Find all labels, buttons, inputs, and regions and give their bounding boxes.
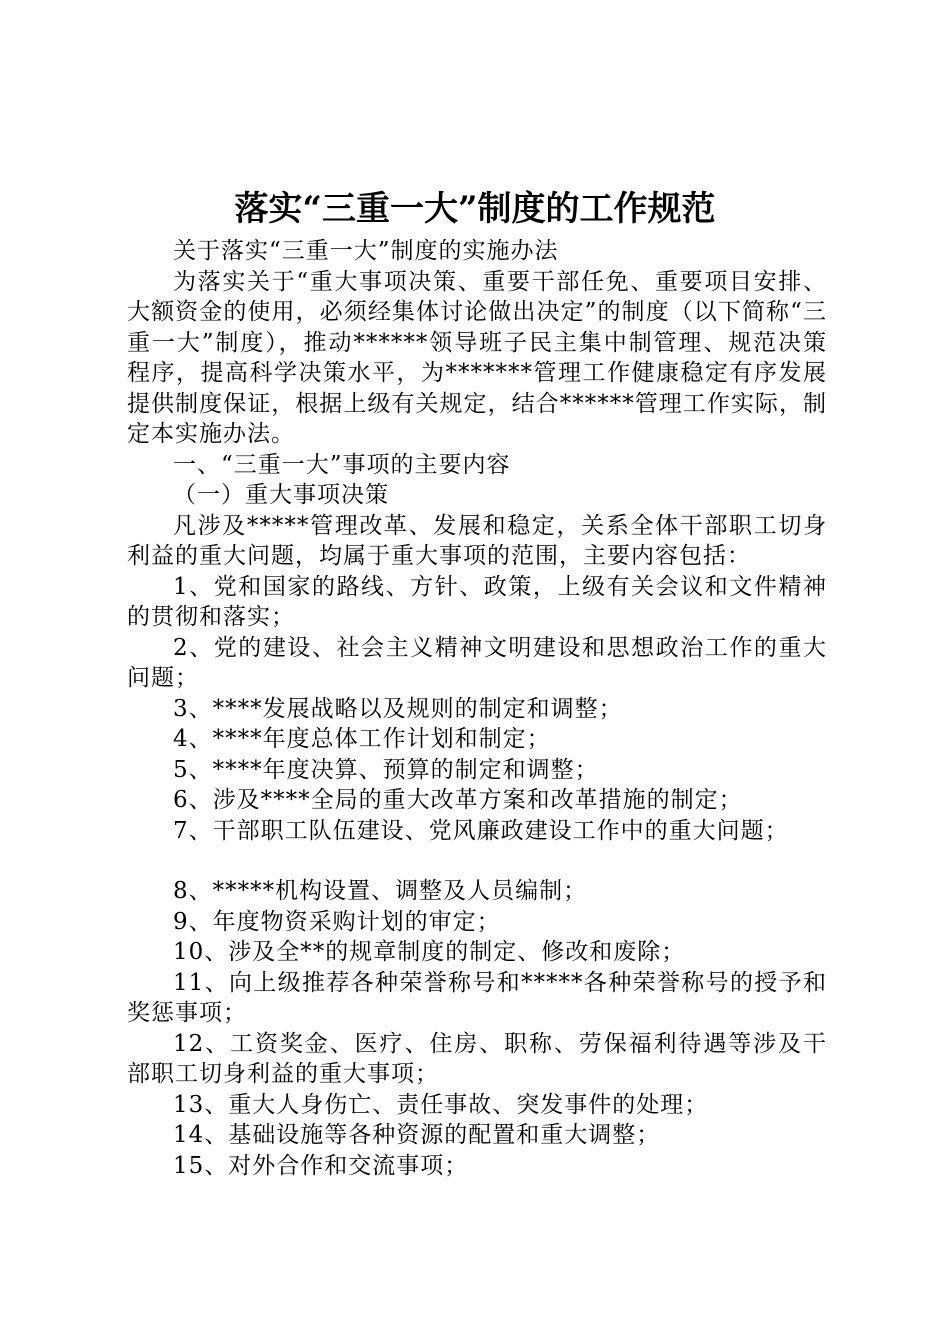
list-item-7: 7、干部职工队伍建设、党风廉政建设工作中的重大问题； [173, 817, 789, 844]
list-item-5: 5、****年度决算、预算的制定和调整； [173, 756, 599, 783]
paragraph-scope: 凡涉及*****管理改革、发展和稳定，关系全体干部职工切身利益的重大问题，均属于重大事项的范围，主要内容包括： [127, 512, 827, 569]
document-body [127, 236, 827, 1181]
subsection-heading-major-decisions: （一）重大事项决策 [173, 482, 389, 508]
list-item-1: 1、党和国家的路线、方针、政策，上级有关会议和文件精神的贯彻和落实； [127, 573, 827, 630]
list-item-6: 6、涉及****全局的重大改革方案和改革措施的制定； [173, 787, 743, 813]
list-item-8: 8、*****机构设置、调整及人员编制； [173, 878, 588, 904]
list-item-10: 10、涉及全**的规章制度的制定、修改和废除； [173, 939, 686, 965]
list-item-14: 14、基础设施等各种资源的配置和重大调整； [173, 1122, 661, 1148]
document-title: 落实“三重一大”制度的工作规范 [234, 189, 716, 229]
list-item-11: 11、向上级推荐各种荣誉称号和*****各种荣誉称号的授予和奖惩事项； [127, 969, 827, 1026]
list-item-2: 2、党的建设、社会主义精神文明建设和思想政治工作的重大问题； [127, 634, 827, 691]
list-item-12: 12、工资奖金、医疗、住房、职称、劳保福利待遇等涉及干部职工切身利益的重大事项； [127, 1030, 827, 1087]
list-item-9: 9、年度物资采购计划的审定； [173, 908, 501, 935]
paragraph-purpose: 为落实关于“重大事项决策、重要干部任免、重要项目安排、大额资金的使用，必须经集体讨论做出决定”的制度（以下简称“三重一大”制度），推动******领导班子民主集中制管理、规范决策程序，提高科学决策水平，为*******管理工作健康稳定有序发展提供制度保证，根据上级有关规定，结合******管理工作实际，制定本实施办法。 [127, 268, 827, 447]
list-item-15: 15、对外合作和交流事项； [173, 1152, 469, 1179]
section-heading-main-content: 一、“三重一大”事项的主要内容 [173, 451, 511, 478]
list-item-4: 4、****年度总体工作计划和制定； [173, 726, 551, 752]
paragraph-intro-heading: 关于落实“三重一大”制度的实施办法 [173, 238, 559, 264]
list-item-13: 13、重大人身伤亡、责任事故、突发事件的处理； [173, 1091, 709, 1118]
list-item-3: 3、****发展战略以及规则的制定和调整； [173, 695, 623, 722]
